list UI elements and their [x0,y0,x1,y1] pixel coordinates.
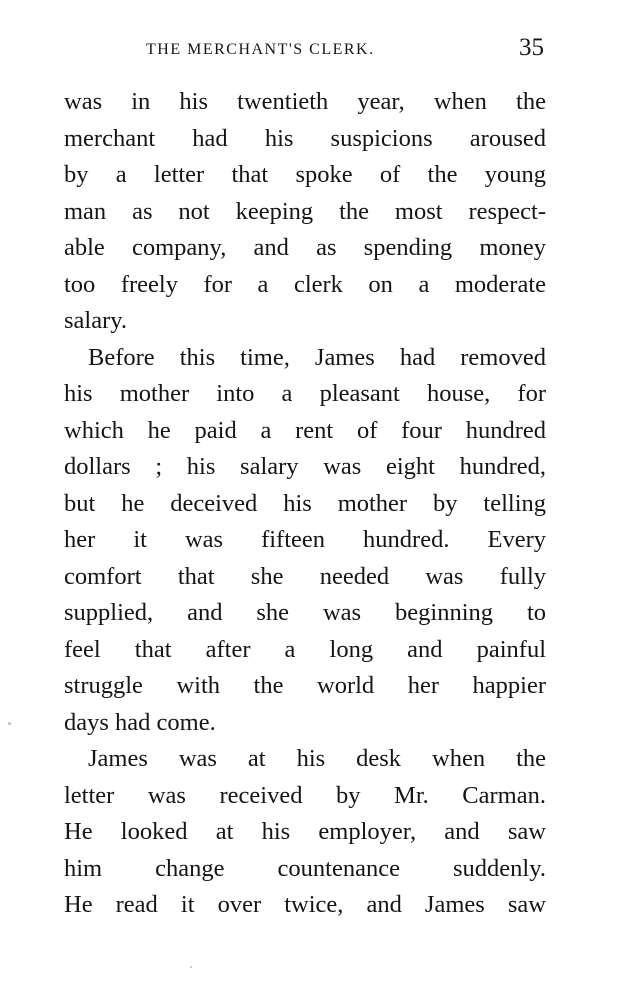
text-line: dollars ; his salary was eight hundred, [64,453,546,480]
text-line: man as not keeping the most respect- [64,197,546,225]
text-line: feel that after a long and painful [64,635,546,663]
body-text [64,84,546,924]
running-title: THE MERCHANT'S CLERK. [146,41,375,58]
text-line: letter was received by Mr. Carman. [64,781,546,809]
text-line: merchant had his suspicions aroused [64,124,546,152]
text-line: his mother into a pleasant house, for [64,380,546,407]
text-line: too freely for a clerk on a moderate [64,270,546,298]
text-line: but he deceived his mother by telling [64,489,546,517]
text-line: salary. [64,307,128,334]
page-number: 35 [519,34,544,61]
text-line: struggle with the world her happier [64,672,546,699]
paper-speck [190,966,192,968]
text-line: Before this time, James had removed [88,343,546,371]
text-line: her it was fifteen hundred. Every [64,526,546,553]
text-line: James was at his desk when the [88,745,546,772]
text-line: able company, and as spending money [64,234,546,261]
running-head [62,34,544,70]
text-line: which he paid a rent of four hundred [64,416,546,444]
text-line: was in his twentieth year, when the [64,88,546,115]
text-line: days had come. [64,708,216,736]
text-line: He looked at his employer, and saw [64,818,546,845]
text-line: He read it over twice, and James saw [64,891,546,918]
text-line: by a letter that spoke of the young [64,161,546,188]
text-line: supplied, and she was beginning to [64,599,546,626]
text-line: him change countenance suddenly. [64,854,546,882]
paper-speck [8,722,11,725]
text-line: comfort that she needed was fully [64,562,546,590]
